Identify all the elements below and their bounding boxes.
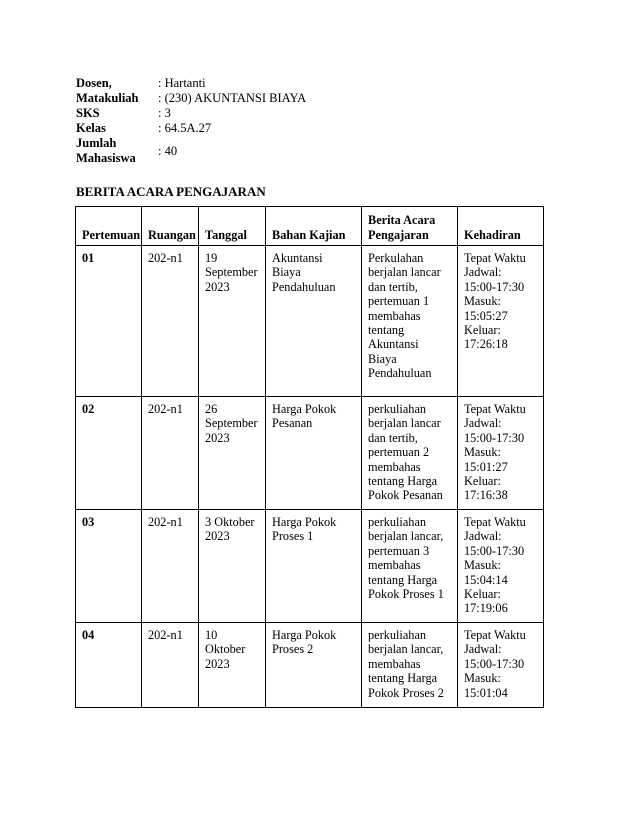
cell-kehadiran-line: Jadwal: [464,529,502,544]
cell-pertemuan: 03 [76,510,142,623]
cell-tanggal [199,397,266,510]
cell-tanggal [199,510,266,623]
sks-label: SKS [76,106,100,120]
table-header-row [76,207,544,246]
col-header-kehadiran: Kehadiran [458,207,544,246]
cell-bahan-line: Proses 2 [272,642,314,657]
col-header-bahan-kajian: Bahan Kajian [266,207,362,246]
cell-kehadiran-line: Keluar: [464,323,501,338]
cell-kehadiran [458,246,544,397]
table-row [76,510,544,623]
cell-kehadiran-line: Jadwal: [464,265,502,280]
jumlah-label-line2: Mahasiswa [76,151,136,165]
cell-tanggal [199,246,266,397]
section-heading: BERITA ACARA PENGAJARAN [76,184,266,199]
cell-kehadiran-line: 15:05:27 [464,308,508,323]
cell-bahan-kajian [266,397,362,510]
dosen-label: Dosen, [76,76,112,90]
dosen-value: : Hartanti [158,76,206,90]
cell-bahan-kajian [266,510,362,623]
cell-berita-line: membahas [368,656,421,671]
cell-berita-line: Perkulahan [368,251,424,265]
cell-berita-line: pertemuan 3 [368,543,430,558]
cell-pertemuan: 04 [76,623,142,708]
cell-kehadiran-line: Keluar: [464,587,501,602]
cell-berita-line: tentang Harga [368,474,438,489]
cell-berita-line: tentang Harga [368,572,438,587]
cell-bahan-line: Pendahuluan [272,279,336,294]
cell-berita-line: berjalan lancar, [368,529,444,544]
cell-tanggal-line: September [205,265,258,280]
cell-kehadiran-line: Tepat Waktu [464,402,526,416]
cell-berita-acara [362,510,458,623]
cell-tanggal-line: 10 [205,628,218,642]
cell-kehadiran-line: Masuk: [464,558,501,573]
cell-bahan-line: Pesanan [272,416,313,431]
course-info [76,76,306,166]
cell-kehadiran-line: Masuk: [464,445,501,460]
cell-berita-line: Pokok Pesanan [368,488,443,503]
col-header-pertemuan: Pertemuan [76,207,142,246]
cell-berita-line: membahas [368,459,421,474]
cell-berita-line: Pokok Proses 1 [368,587,444,602]
cell-tanggal-line: 26 [205,402,218,416]
kelas-label: Kelas [76,121,106,135]
cell-bahan-line: Proses 1 [272,529,314,544]
jumlah-mahasiswa-value: : 40 [158,143,178,158]
cell-bahan-kajian [266,246,362,397]
cell-berita-line: membahas [368,558,421,573]
cell-ruangan: 202-n1 [142,623,199,708]
cell-kehadiran-line: Tepat Waktu [464,515,526,529]
cell-berita-line: membahas [368,308,421,323]
cell-tanggal-line: 2023 [205,430,230,445]
cell-kehadiran-line: Masuk: [464,294,501,309]
cell-kehadiran-line: Keluar: [464,474,501,489]
cell-berita-line: pertemuan 2 [368,445,430,460]
cell-berita-acara [362,246,458,397]
cell-bahan-line: Harga Pokok [272,402,337,416]
cell-berita-line: berjalan lancar [368,416,441,431]
cell-tanggal-line: 2023 [205,656,230,671]
jumlah-mahasiswa-label [76,136,158,166]
matakuliah-value: : (230) AKUNTANSI BIAYA [158,91,307,105]
cell-kehadiran-line: 15:00-17:30 [464,543,525,558]
sks-value: : 3 [158,106,171,120]
cell-berita-line: Pendahuluan [368,366,432,381]
cell-berita-line: berjalan lancar, [368,642,444,657]
cell-berita-line: dan tertib, [368,279,418,294]
cell-berita-line: perkuliahan [368,402,427,416]
cell-kehadiran-line: 15:00-17:30 [464,656,525,671]
cell-berita-line: Biaya [368,351,397,366]
cell-tanggal-line: Oktober [205,642,246,657]
cell-tanggal-line: 19 [205,251,218,265]
cell-kehadiran-line: 17:26:18 [464,337,508,352]
cell-tanggal [199,623,266,708]
cell-bahan-line: Biaya [272,265,301,280]
cell-berita-acara [362,397,458,510]
col-header-ruangan: Ruangan [142,207,199,246]
cell-kehadiran-line: 15:00-17:30 [464,279,525,294]
cell-berita-line: tentang Harga [368,671,438,686]
cell-kehadiran-line: Masuk: [464,671,501,686]
cell-berita-line: Pokok Proses 2 [368,685,444,700]
cell-kehadiran-line: 17:19:06 [464,601,508,616]
cell-berita-line: perkuliahan [368,628,427,642]
col-header-berita-line1: Berita Acara [368,213,436,228]
cell-kehadiran [458,623,544,708]
cell-kehadiran-line: 17:16:38 [464,488,508,503]
cell-kehadiran-line: 15:01:04 [464,685,508,700]
cell-berita-acara [362,623,458,708]
kelas-value: : 64.5A.27 [158,121,212,135]
cell-bahan-kajian [266,623,362,708]
cell-bahan-line: Harga Pokok [272,515,337,529]
cell-berita-line: dan tertib, [368,430,418,445]
cell-ruangan: 202-n1 [142,397,199,510]
table-row [76,623,544,708]
cell-tanggal-line: 3 Oktober [205,515,255,529]
cell-tanggal-line: 2023 [205,529,230,544]
cell-kehadiran [458,397,544,510]
col-header-berita-line2: Pengajaran [368,227,429,242]
jumlah-label-line1: Jumlah [76,136,117,150]
table-row [76,397,544,510]
cell-ruangan: 202-n1 [142,510,199,623]
matakuliah-label: Matakuliah [76,91,139,105]
cell-berita-line: tentang [368,323,405,338]
cell-pertemuan: 01 [76,246,142,397]
cell-ruangan: 202-n1 [142,246,199,397]
cell-bahan-line: Akuntansi [272,251,323,265]
cell-kehadiran-line: 15:04:14 [464,572,508,587]
cell-kehadiran-line: Jadwal: [464,642,502,657]
cell-kehadiran-line: Tepat Waktu [464,628,526,642]
cell-kehadiran-line: 15:00-17:30 [464,430,525,445]
cell-pertemuan: 02 [76,397,142,510]
teaching-log-table [75,206,544,708]
cell-tanggal-line: September [205,416,258,431]
cell-berita-line: berjalan lancar [368,265,441,280]
cell-kehadiran [458,510,544,623]
col-header-berita-acara [362,207,458,246]
cell-kehadiran-line: 15:01:27 [464,459,508,474]
cell-berita-line: pertemuan 1 [368,294,430,309]
cell-kehadiran-line: Tepat Waktu [464,251,526,265]
table-row [76,246,544,397]
col-header-tanggal: Tanggal [199,207,266,246]
cell-berita-line: Akuntansi [368,337,419,352]
cell-bahan-line: Harga Pokok [272,628,337,642]
cell-kehadiran-line: Jadwal: [464,416,502,431]
cell-berita-line: perkuliahan [368,515,427,529]
cell-tanggal-line: 2023 [205,279,230,294]
